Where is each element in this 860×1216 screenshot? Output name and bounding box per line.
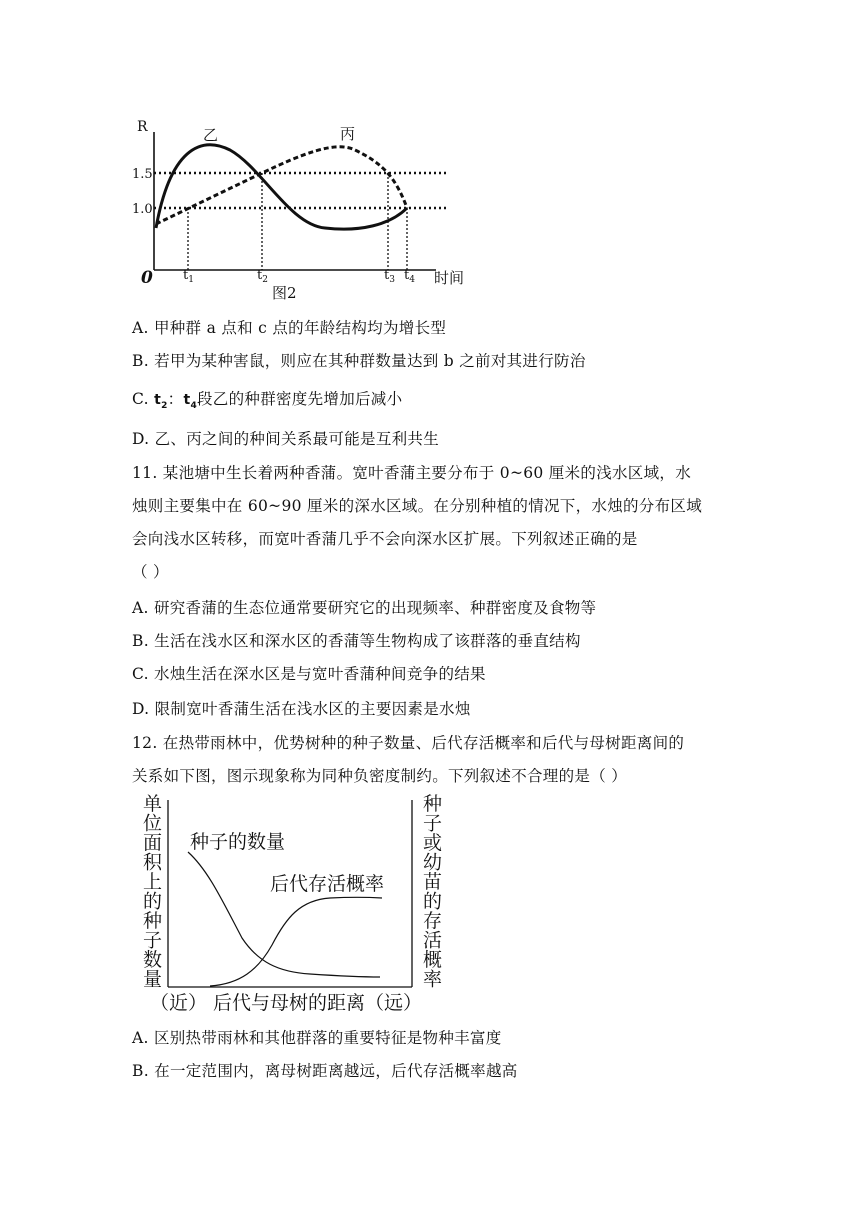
fig2-tick-t4: $t_4$ xyxy=(404,268,415,285)
q12-stem-line-1: 12. 在热带雨林中，优势树种的种子数量、后代存活概率和后代与母树距离间的 xyxy=(132,734,685,752)
q10-option-b: B. 若甲为某种害鼠，则应在其种群数量达到 b 之前对其进行防治 xyxy=(132,352,586,370)
q11-stem-line-1: 11. 某池塘中生长着两种香蒲。宽叶香蒲主要分布于 0~60 厘米的浅水区域，水 xyxy=(132,464,692,482)
fig2-curve-yi xyxy=(156,145,407,229)
q12-option-b: B. 在一定范围内，离母树距离越远，后代存活概率越高 xyxy=(132,1062,518,1080)
fig3-left-axis-char: 子 xyxy=(143,929,163,952)
fig3-left-axis-char: 上 xyxy=(143,871,163,893)
fig2-label-bing: 丙 xyxy=(340,125,356,143)
fig3-label-survival: 后代存活概率 xyxy=(270,873,385,895)
figure-2 xyxy=(0,0,860,310)
fig2-curve-bing xyxy=(156,147,407,224)
fig2-tick-t1: $t_1$ xyxy=(183,268,194,285)
q11-answer-blank: （ ） xyxy=(132,563,169,581)
q11-option-a: A. 研究香蒲的生态位通常要研究它的出现频率、种群密度及食物等 xyxy=(132,599,597,617)
fig2-tick-t3: $t_3$ xyxy=(384,268,395,285)
fig3-left-axis-label xyxy=(143,793,163,991)
fig3-right-axis-char: 的 xyxy=(423,890,443,913)
q10-option-c-prefix: C. xyxy=(132,390,155,408)
q11-option-b: B. 生活在浅水区和深水区的香蒲等生物构成了该群落的垂直结构 xyxy=(132,632,581,650)
fig3-left-axis-char: 位 xyxy=(143,812,163,835)
fig2-x-axis-label: 时间 xyxy=(434,269,465,287)
q10-option-c-colon: ： xyxy=(167,390,184,408)
q11-option-d: D. 限制宽叶香蒲生活在浅水区的主要因素是水烛 xyxy=(132,700,471,718)
fig3-right-axis-label xyxy=(423,793,442,991)
fig3-curve-seeds xyxy=(188,852,380,977)
q10-option-c-t4: $t_4$ xyxy=(183,392,197,411)
fig3-right-axis-char: 幼 xyxy=(423,851,443,874)
fig3-right-axis-char: 子 xyxy=(423,812,443,835)
figure-3 xyxy=(0,790,860,1020)
q11-option-c: C. 水烛生活在深水区是与宽叶香蒲种间竞争的结果 xyxy=(132,665,486,683)
q10-option-d: D. 乙、丙之间的种间关系最可能是互利共生 xyxy=(132,430,440,448)
q12-stem-line-2: 关系如下图，图示现象称为同种负密度制约。下列叙述不合理的是（ ） xyxy=(132,767,628,785)
fig2-origin: 0 xyxy=(141,268,153,288)
fig3-left-axis-char: 数 xyxy=(143,949,163,971)
fig3-right-axis-char: 概 xyxy=(423,949,443,971)
fig2-y-axis-label: R xyxy=(137,119,148,135)
fig3-right-axis-char: 活 xyxy=(423,929,443,952)
fig3-left-axis-char: 积 xyxy=(143,851,163,874)
fig3-left-axis-char: 的 xyxy=(143,890,163,913)
fig2-tick-t2: $t_2$ xyxy=(257,268,268,285)
fig3-left-axis-char: 面 xyxy=(143,832,163,854)
fig3-right-axis-char: 苗 xyxy=(423,871,443,893)
fig3-right-axis-char: 率 xyxy=(423,968,443,991)
fig3-left-axis-char: 单 xyxy=(143,793,163,815)
fig3-right-axis-char: 或 xyxy=(423,832,443,854)
fig2-tick-1-5: 1.5 xyxy=(132,167,153,182)
fig3-label-seeds: 种子的数量 xyxy=(190,831,286,853)
q10-option-c xyxy=(132,387,402,411)
fig3-left-axis-char: 种 xyxy=(143,910,163,932)
q10-option-c-t2: $t_2$ xyxy=(154,392,168,411)
fig3-left-axis-char: 量 xyxy=(143,968,163,991)
q11-stem-line-3: 会向浅水区转移，而宽叶香蒲几乎不会向深水区扩展。下列叙述正确的是 xyxy=(132,530,638,548)
q12-option-a: A. 区别热带雨林和其他群落的重要特征是物种丰富度 xyxy=(132,1029,502,1047)
q11-stem-line-2: 烛则主要集中在 60~90 厘米的深水区域。在分别种植的情况下，水烛的分布区域 xyxy=(132,497,702,515)
q10-option-c-text: 段乙的种群密度先增加后减小 xyxy=(197,390,403,408)
fig3-right-axis-char: 种 xyxy=(423,793,443,815)
fig2-caption: 图2 xyxy=(272,284,297,302)
fig2-tick-1-0: 1.0 xyxy=(132,202,153,217)
fig3-right-axis-char: 存 xyxy=(423,910,443,932)
fig2-label-yi: 乙 xyxy=(203,126,219,144)
fig3-x-axis-label: （近） 后代与母树的距离（远） xyxy=(150,992,423,1014)
q10-option-a: A. 甲种群 a 点和 c 点的年龄结构均为增长型 xyxy=(132,319,447,337)
